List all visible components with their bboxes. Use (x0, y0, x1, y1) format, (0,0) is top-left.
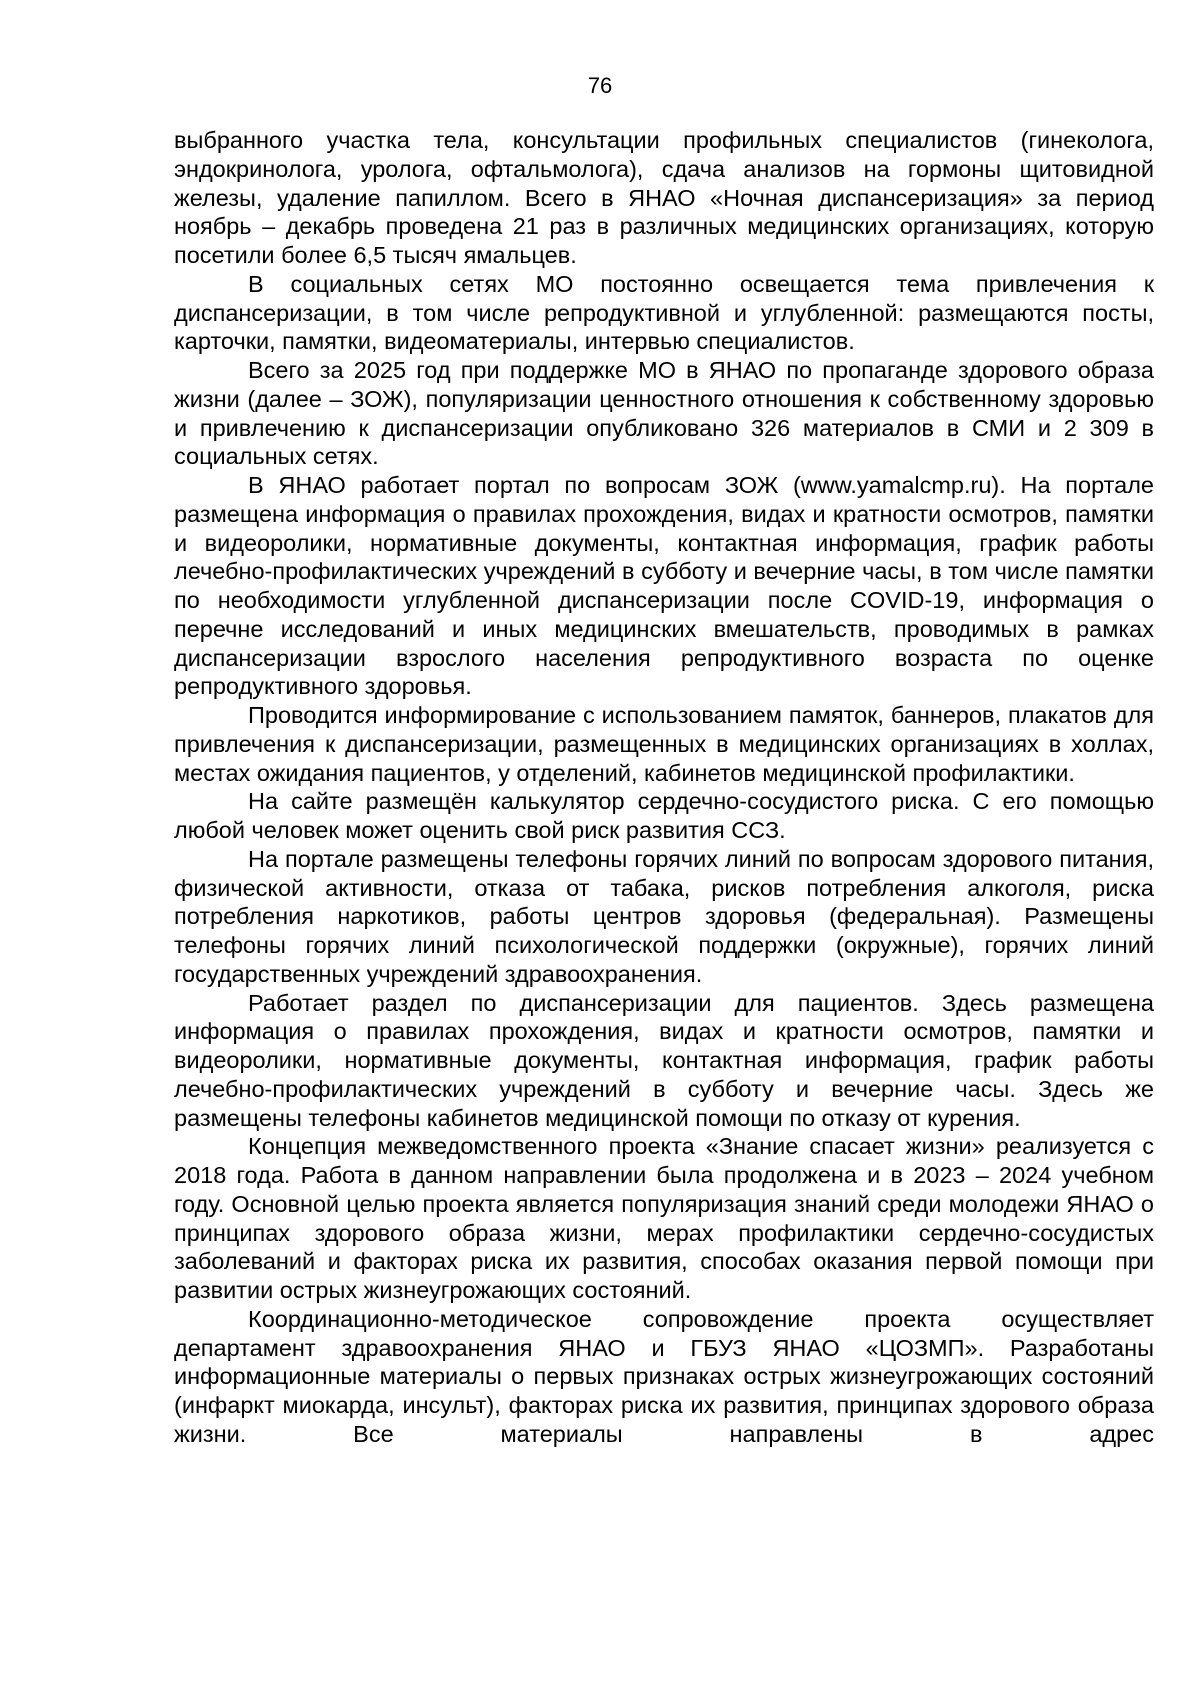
paragraph-coordination: Координационно-методическое сопровождение проекта осуществляет департамент здравоохранения ЯНАО и ГБУЗ ЯНАО «ЦОЗМП». Разработаны информационные материалы о первых признаках острых жизнеугрожающих состояний (инфаркт миокарда, инсульт), факторах риска их развития, принципах здорового образа жизни. Все материалы направлены в адрес (174, 1305, 1154, 1447)
paragraph-social-networks: В социальных сетях МО постоянно освещается тема привлечения к диспансеризации, в том числе репродуктивной и углубленной: размещаются посты, карточки, памятки, видеоматериалы, интервью специалистов. (174, 270, 1154, 355)
document-body (174, 126, 1154, 1449)
paragraph-knowledge-saves-lives: Концепция межведомственного проекта «Знание спасает жизни» реализуется с 2018 года. Работа в данном направлении была продолжена и в 2023 – 2024 учебном году. Основной целью проекта является популяризация знаний среди молодежи ЯНАО о принципах здорового образа жизни, мерах профилактики сердечно-сосудистых заболеваний и факторах риска их развития, способах оказания первой помощи при развитии острых жизнеугрожающих состояний. (174, 1133, 1154, 1303)
paragraph-healthy-lifestyle-portal: В ЯНАО работает портал по вопросам ЗОЖ (www.yamalcmp.ru). На портале размещена информация о правилах прохождения, видах и кратности осмотров, памятки и видеоролики, нормативные документы, контактная информация, график работы лечебно-профилактических учреждений в субботу и вечерние часы, в том числе памятки по необходимости углубленной диспансеризации после COVID-19, информация о перечне исследований и иных медицинских вмешательств, проводимых в рамках диспансеризации взрослого населения репродуктивного возраста по оценке репродуктивного здоровья. (174, 472, 1154, 700)
paragraph-night-screening: выбранного участка тела, консультации профильных специалистов (гинеколога, эндокринолога, уролога, офтальмолога), сдача анализов на гормоны щитовидной железы, удаление папиллом. Всего в ЯНАО «Ночная диспансеризация» за период ноябрь – декабрь проведена 21 раз в различных медицинских организациях, которую посетили более 6,5 тысяч ямальцев. (174, 127, 1154, 268)
paragraph-hotlines: На портале размещены телефоны горячих линий по вопросам здорового питания, физической активности, отказа от табака, рисков потребления алкоголя, риска потребления наркотиков, работы центров здоровья (федеральная). Размещены телефоны горячих линий психологической поддержки (окружные), горячих линий государственных учреждений здравоохранения. (174, 845, 1154, 987)
paragraph-risk-calculator: На сайте размещён калькулятор сердечно-сосудистого риска. С его помощью любой человек может оценить свой риск развития ССЗ. (174, 788, 1154, 843)
paragraph-informing-banners: Проводится информирование с использованием памяток, баннеров, плакатов для привлечения к диспансеризации, размещенных в медицинских организациях в холлах, местах ожидания пациентов, у отделений, кабинетов медицинской профилактики. (174, 702, 1154, 786)
page-number: 76 (587, 73, 613, 98)
paragraph-publications-2025: Всего за 2025 год при поддержке МО в ЯНАО по пропаганде здорового образа жизни (далее – ЗОЖ), популяризации ценностного отношения к собственному здоровью и привлечению к диспансеризации опубликовано 326 материалов в СМИ и 2 309 в социальных сетях. (174, 357, 1154, 470)
paragraph-patient-section: Работает раздел по диспансеризации для пациентов. Здесь размещена информация о правилах прохождения, видах и кратности осмотров, памятки и видеоролики, нормативные документы, контактная информация, график работы лечебно-профилактических учреждений в субботу и вечерние часы. Здесь же размещены телефоны кабинетов медицинской помощи по отказу от курения. (174, 989, 1154, 1131)
